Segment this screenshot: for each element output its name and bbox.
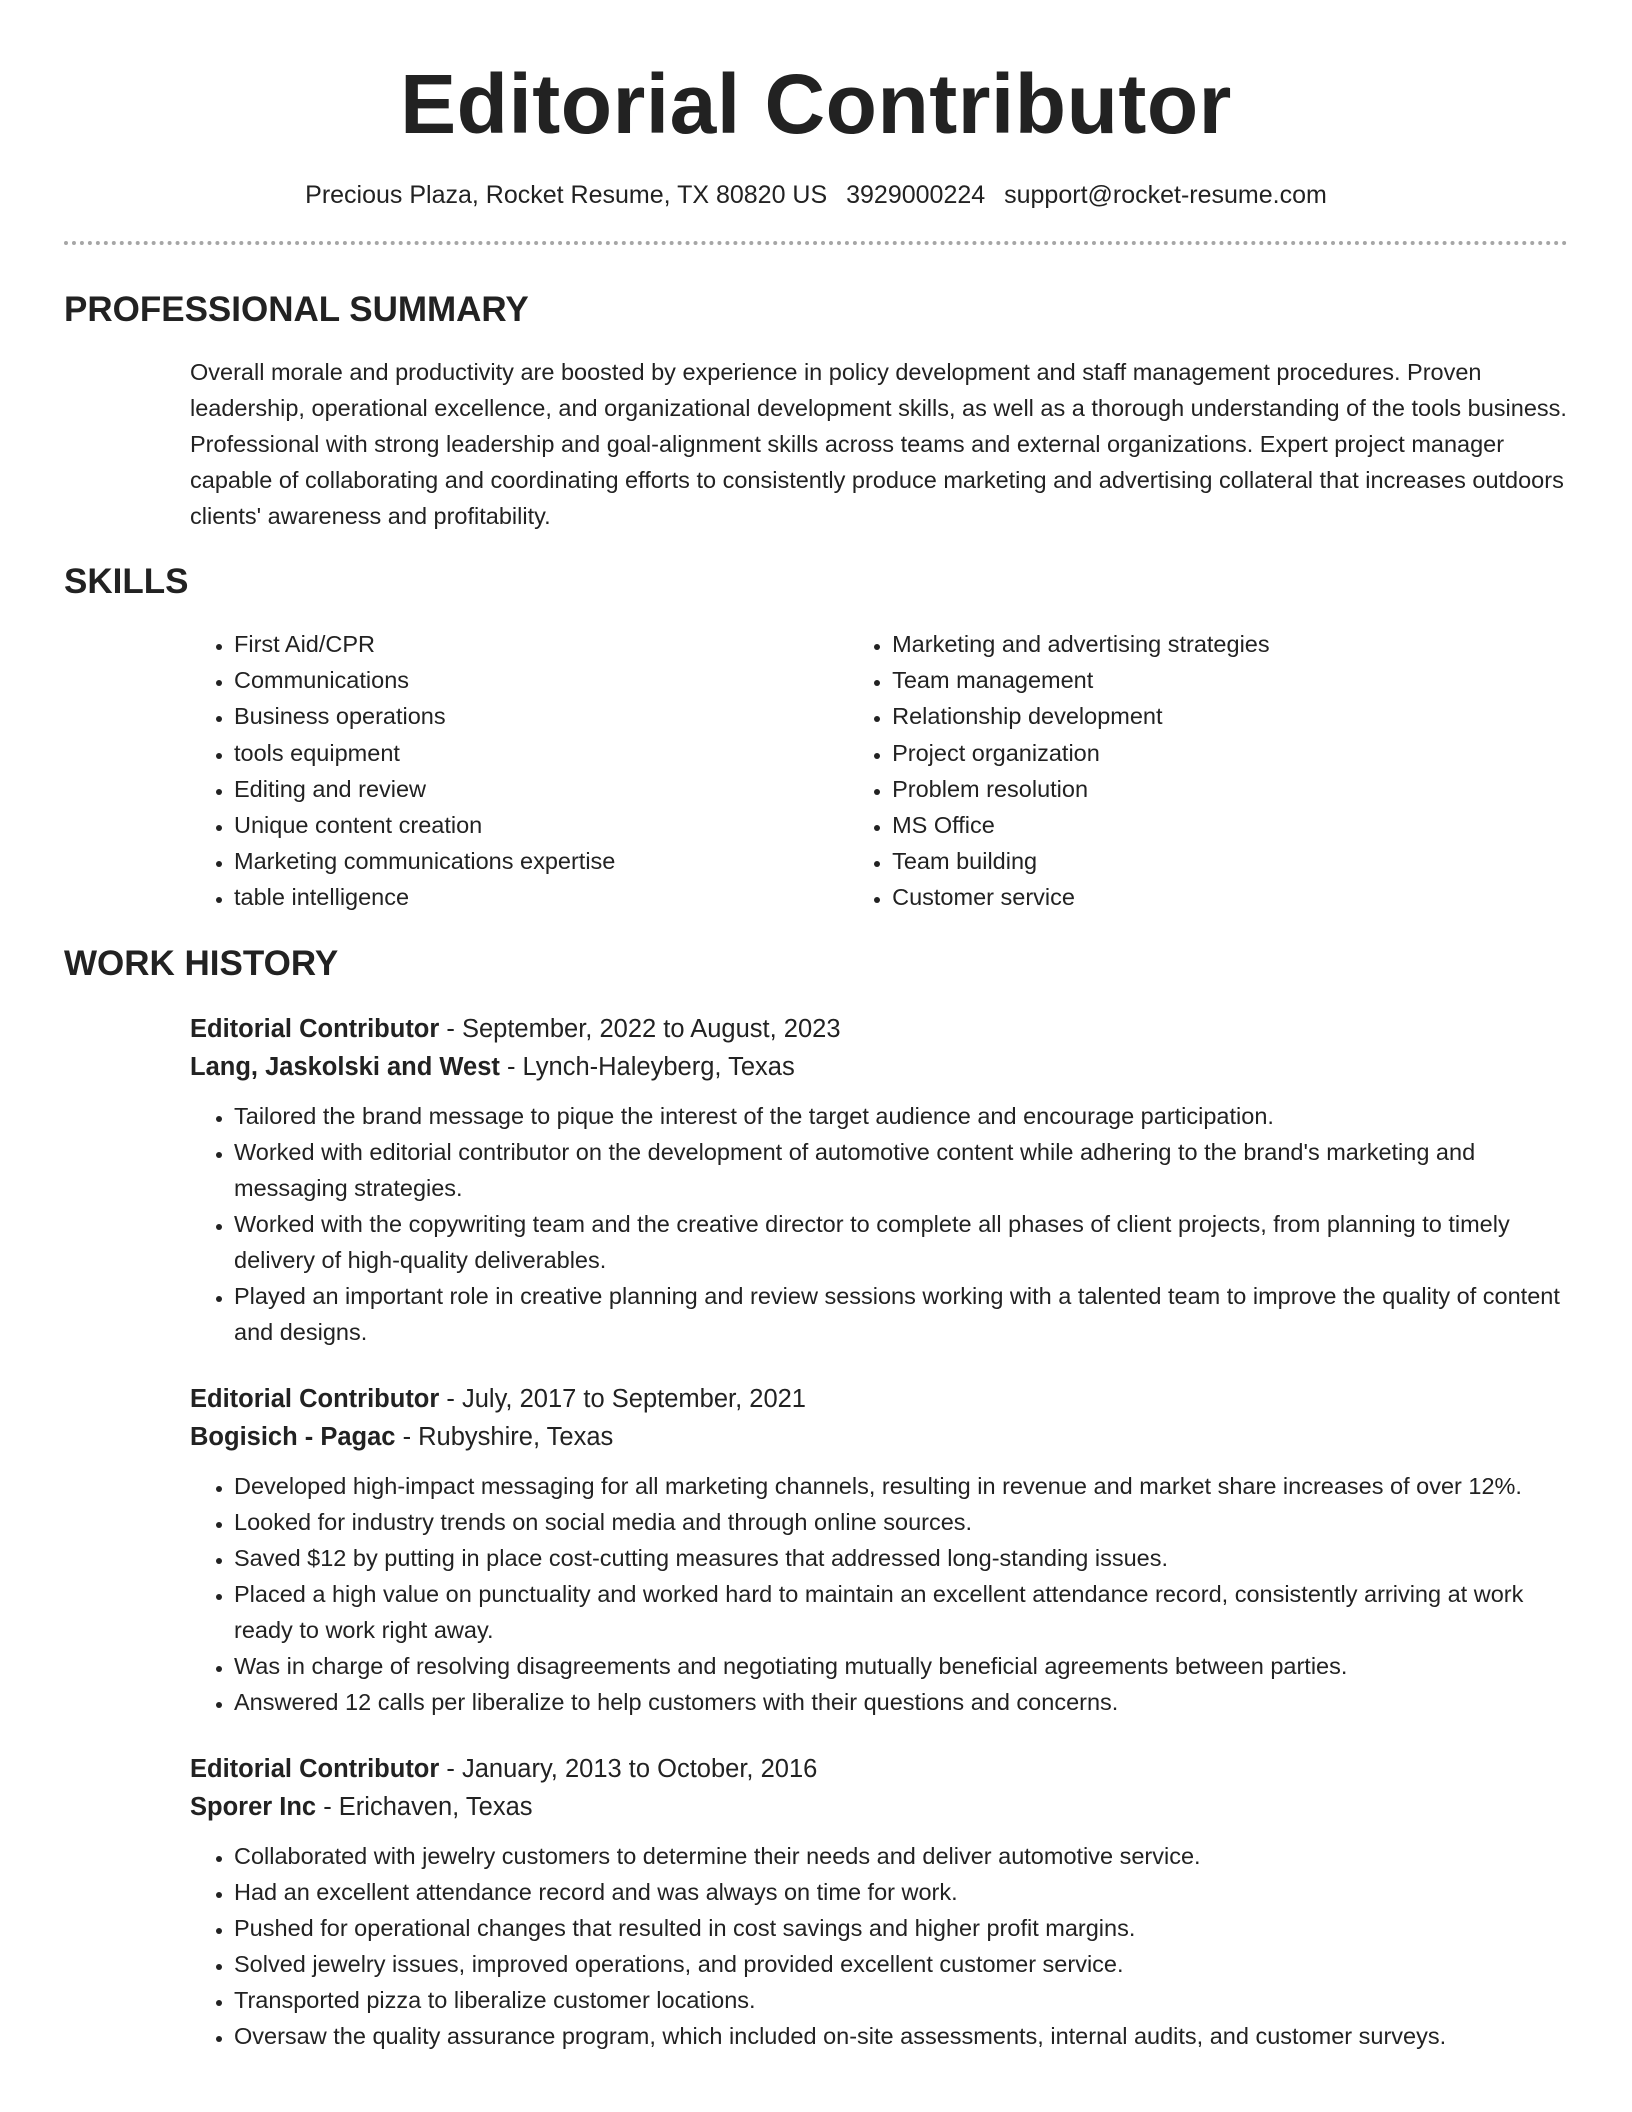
job-role: Editorial Contributor <box>190 1014 440 1043</box>
job-dates: - January, 2013 to October, 2016 <box>439 1754 818 1783</box>
job-location: - Erichaven, Texas <box>316 1792 533 1821</box>
skill-item: • tools equipment <box>234 735 848 771</box>
section-title-work-history: WORK HISTORY <box>64 943 339 983</box>
skill-item: • Marketing communications expertise <box>234 843 848 879</box>
contact-email: support@rocket-resume.com <box>1004 181 1327 209</box>
job-bullet: • Solved jewelry issues, improved operations, and provided excellent customer service. <box>234 1946 1574 1982</box>
job-location: - Lynch-Haleyberg, Texas <box>499 1052 795 1081</box>
job-entry <box>190 1380 1568 1720</box>
skill-item: • Marketing and advertising strategies <box>892 626 1568 662</box>
job-bullet: • Looked for industry trends on social media and through online sources. <box>234 1504 1574 1540</box>
job-bullet: • Placed a high value on punctuality and worked hard to maintain an excellent attendance record, consistently arriving at work ready to work right away. <box>234 1576 1574 1648</box>
skill-item: • Editing and review <box>234 771 848 807</box>
job-bullet: • Worked with editorial contributor on the development of automotive content while adhering to the brand's marketing and messaging strategies. <box>234 1134 1574 1206</box>
job-bullet: • Saved $12 by putting in place cost-cutting measures that addressed long-standing issues. <box>234 1540 1574 1576</box>
job-bullets <box>190 1098 1574 1350</box>
contact-phone: 3929000224 <box>846 181 986 209</box>
job-bullet: • Pushed for operational changes that resulted in cost savings and higher profit margins. <box>234 1910 1574 1946</box>
job-company-line <box>190 1788 1568 1826</box>
skill-item: • First Aid/CPR <box>234 626 848 662</box>
job-bullet: • Was in charge of resolving disagreements and negotiating mutually beneficial agreements between parties. <box>234 1648 1574 1684</box>
skill-item: • Business operations <box>234 698 848 734</box>
job-bullet: • Developed high-impact messaging for all marketing channels, resulting in revenue and market share increases of over 12%. <box>234 1468 1574 1504</box>
resume-page <box>64 0 1568 2054</box>
contact-line <box>64 178 1568 212</box>
skill-item: • Communications <box>234 662 848 698</box>
resume-name: Editorial Contributor <box>400 57 1232 151</box>
job-role-line <box>190 1750 1568 1788</box>
job-company-line <box>190 1048 1568 1086</box>
skill-item: • Team management <box>892 662 1568 698</box>
job-role-line <box>190 1380 1568 1418</box>
job-company-line <box>190 1418 1568 1456</box>
job-dates: - September, 2022 to August, 2023 <box>439 1014 841 1043</box>
skills-column-right <box>848 626 1568 916</box>
job-bullet: • Played an important role in creative planning and review sessions working with a talented team to improve the quality of content and designs. <box>234 1278 1574 1350</box>
section-title-skills: SKILLS <box>64 562 189 601</box>
job-company: Sporer Inc <box>190 1792 317 1821</box>
skill-item: • Team building <box>892 843 1568 879</box>
job-location: - Rubyshire, Texas <box>395 1422 614 1451</box>
skills-column-left <box>190 626 848 916</box>
job-bullet: • Answered 12 calls per liberalize to help customers with their questions and concerns. <box>234 1684 1574 1720</box>
job-entry <box>190 1010 1568 1350</box>
job-company: Bogisich - Pagac <box>190 1422 396 1451</box>
job-company: Lang, Jaskolski and West <box>190 1052 500 1081</box>
summary-text: Overall morale and productivity are boosted by experience in policy development and staff management procedures. Proven leadership, operational excellence, and organizational development skills, as well as a thorough understanding of the tools business. Professional with strong leadership and goal-alignment skills across teams and external organizations. Expert project manager capable of collaborating and coordinating efforts to consistently produce marketing and advertising collateral that increases outdoors clients' awareness and profitability. <box>190 359 1567 529</box>
skills-list <box>190 626 1568 916</box>
job-role-line <box>190 1010 1568 1048</box>
job-bullet: • Collaborated with jewelry customers to determine their needs and deliver automotive service. <box>234 1838 1574 1874</box>
job-bullet: • Worked with the copywriting team and the creative director to complete all phases of client projects, from planning to timely delivery of high-quality deliverables. <box>234 1206 1574 1278</box>
job-bullet: • Transported pizza to liberalize customer locations. <box>234 1982 1574 2018</box>
section-title-summary: PROFESSIONAL SUMMARY <box>64 290 529 329</box>
skill-item: • MS Office <box>892 807 1568 843</box>
job-bullets <box>190 1838 1574 2054</box>
job-dates: - July, 2017 to September, 2021 <box>439 1384 806 1413</box>
skill-item: • Relationship development <box>892 698 1568 734</box>
job-entry <box>190 1750 1568 2054</box>
job-bullets <box>190 1468 1574 1720</box>
contact-address: Precious Plaza, Rocket Resume, TX 80820 US <box>305 181 828 209</box>
skill-item: • Customer service <box>892 879 1568 915</box>
job-bullet: • Oversaw the quality assurance program, which included on-site assessments, internal audits, and customer surveys. <box>234 2018 1574 2054</box>
job-bullet: • Tailored the brand message to pique the interest of the target audience and encourage participation. <box>234 1098 1574 1134</box>
skill-item: • Unique content creation <box>234 807 848 843</box>
job-role: Editorial Contributor <box>190 1754 440 1783</box>
skill-item: • Problem resolution <box>892 771 1568 807</box>
job-role: Editorial Contributor <box>190 1384 440 1413</box>
job-bullet: • Had an excellent attendance record and was always on time for work. <box>234 1874 1574 1910</box>
header-divider <box>64 241 1568 245</box>
skill-item: • table intelligence <box>234 879 848 915</box>
skill-item: • Project organization <box>892 735 1568 771</box>
